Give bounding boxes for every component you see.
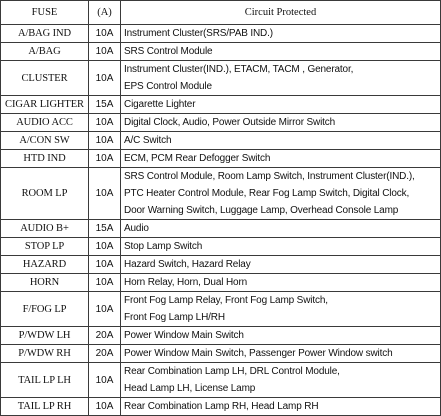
circuit-line: Stop Lamp Switch [124,241,203,252]
table-row [1,43,441,61]
fuse-name-cell: P/WDW RH [1,345,89,363]
fuse-name-cell: A/BAG IND [1,25,89,43]
header-amp: (A) [89,1,121,25]
circuit-protected-cell [121,363,441,398]
table-row [1,220,441,238]
fuse-amperage-cell: 10A [89,238,121,256]
fuse-name-cell: A/CON SW [1,132,89,150]
circuit-protected-cell [121,292,441,327]
table-row [1,345,441,363]
fuse-amperage-cell: 15A [89,220,121,238]
circuit-line: Front Fog Lamp LH/RH [124,312,225,323]
circuit-line: SRS Control Module, Room Lamp Switch, Instrument Cluster(IND.), [124,171,415,182]
circuit-line: Audio [124,223,149,234]
table-row [1,168,441,220]
circuit-protected-cell [121,168,441,220]
fuse-name-cell: STOP LP [1,238,89,256]
circuit-line: EPS Control Module [124,81,212,92]
fuse-amperage-cell: 15A [89,96,121,114]
circuit-line: Door Warning Switch, Luggage Lamp, Overhead Console Lamp [124,205,399,216]
table-row [1,114,441,132]
fuse-amperage-cell: 10A [89,132,121,150]
fuse-name-cell: TAIL LP RH [1,398,89,416]
circuit-line: Head Lamp LH, License Lamp [124,383,256,394]
fuse-name-cell: HTD IND [1,150,89,168]
fuse-amperage-cell: 10A [89,25,121,43]
circuit-protected-cell [121,114,441,132]
fuse-name-cell: TAIL LP LH [1,363,89,398]
circuit-protected-cell [121,398,441,416]
table-row [1,61,441,96]
fuse-name-cell: F/FOG LP [1,292,89,327]
circuit-line: A/C Switch [124,135,172,146]
circuit-protected-cell [121,96,441,114]
fuse-amperage-cell: 20A [89,327,121,345]
circuit-protected-cell [121,220,441,238]
circuit-line: Cigarette Lighter [124,99,196,110]
circuit-protected-cell [121,345,441,363]
fuse-name-cell: AUDIO B+ [1,220,89,238]
fuse-name-cell: HORN [1,274,89,292]
fuse-amperage-cell: 10A [89,256,121,274]
fuse-table-body [1,25,441,416]
fuse-name-cell: CIGAR LIGHTER [1,96,89,114]
fuse-name-cell: ROOM LP [1,168,89,220]
circuit-line: ECM, PCM Rear Defogger Switch [124,153,271,164]
fuse-amperage-cell: 20A [89,345,121,363]
circuit-line: SRS Control Module [124,46,213,57]
fuse-amperage-cell: 10A [89,114,121,132]
fuse-name-cell: CLUSTER [1,61,89,96]
table-row [1,238,441,256]
fuse-amperage-cell: 10A [89,363,121,398]
circuit-protected-cell [121,274,441,292]
table-row [1,274,441,292]
circuit-protected-cell [121,61,441,96]
fuse-amperage-cell: 10A [89,168,121,220]
header-fuse: FUSE [1,1,89,25]
circuit-line: Hazard Switch, Hazard Relay [124,259,251,270]
table-row [1,327,441,345]
circuit-line: Horn Relay, Horn, Dual Horn [124,277,248,288]
table-row [1,150,441,168]
fuse-amperage-cell: 10A [89,150,121,168]
circuit-line: Digital Clock, Audio, Power Outside Mirror Switch [124,117,336,128]
table-row [1,398,441,416]
fuse-name-cell: A/BAG [1,43,89,61]
fuse-name-cell: AUDIO ACC [1,114,89,132]
circuit-line: PTC Heater Control Module, Rear Fog Lamp Switch, Digital Clock, [124,188,410,199]
circuit-protected-cell [121,238,441,256]
circuit-line: Power Window Main Switch, Passenger Power Window switch [124,348,393,359]
fuse-amperage-cell: 10A [89,61,121,96]
circuit-line: Rear Combination Lamp LH, DRL Control Module, [124,366,340,377]
fuse-name-cell: P/WDW LH [1,327,89,345]
table-row [1,132,441,150]
circuit-protected-cell [121,256,441,274]
table-row [1,25,441,43]
header-circuit: Circuit Protected [121,1,441,25]
table-row [1,256,441,274]
circuit-line: Rear Combination Lamp RH, Head Lamp RH [124,401,319,412]
circuit-line: Power Window Main Switch [124,330,244,341]
circuit-protected-cell [121,150,441,168]
fuse-amperage-cell: 10A [89,43,121,61]
circuit-protected-cell [121,25,441,43]
table-row [1,96,441,114]
fuse-name-cell: HAZARD [1,256,89,274]
circuit-line: Instrument Cluster(IND.), ETACM, TACM , Generator, [124,64,354,75]
fuse-amperage-cell: 10A [89,292,121,327]
circuit-protected-cell [121,327,441,345]
header-row [1,1,441,25]
fuse-amperage-cell: 10A [89,274,121,292]
table-row [1,363,441,398]
circuit-line: Front Fog Lamp Relay, Front Fog Lamp Switch, [124,295,328,306]
circuit-protected-cell [121,43,441,61]
circuit-line: Instrument Cluster(SRS/PAB IND.) [124,28,273,39]
fuse-amperage-cell: 10A [89,398,121,416]
circuit-protected-cell [121,132,441,150]
table-row [1,292,441,327]
